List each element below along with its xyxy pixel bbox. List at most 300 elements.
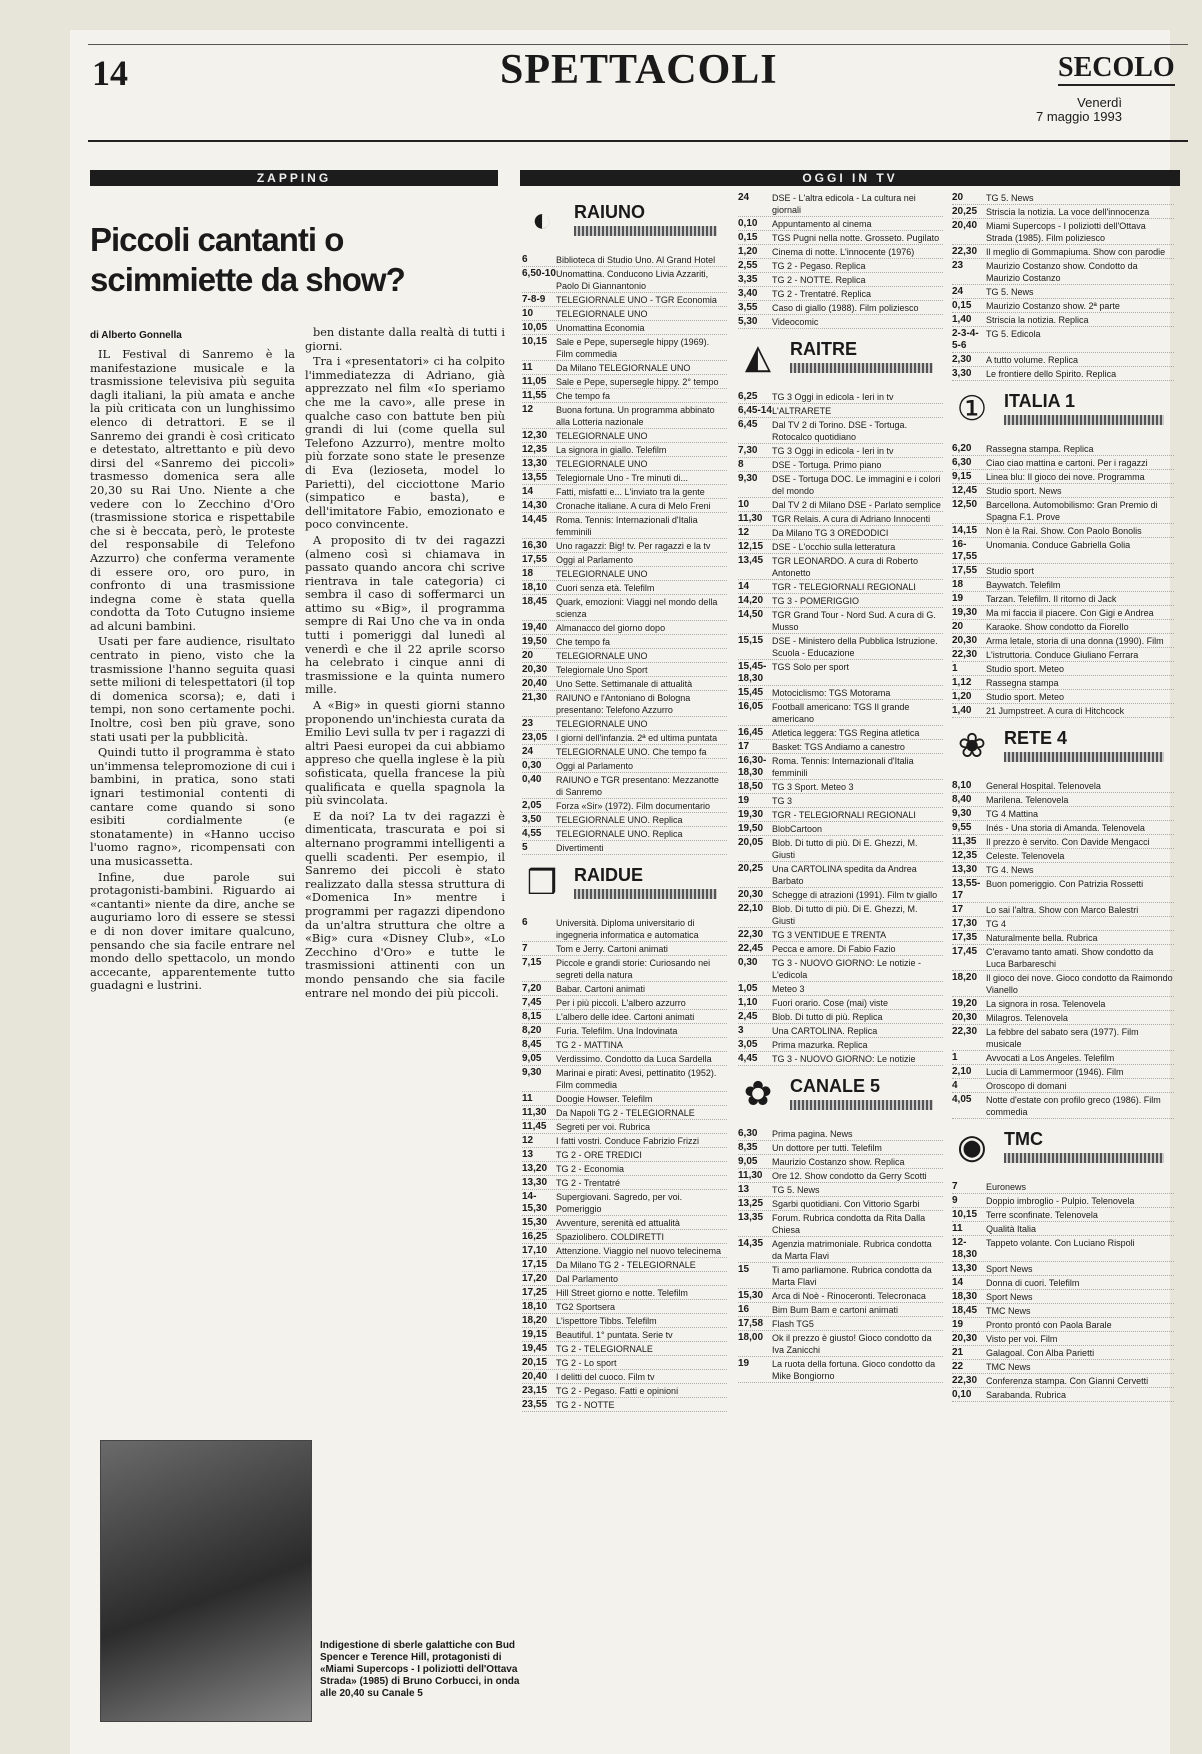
program-title: Che tempo fa	[556, 391, 611, 401]
program-title: TGR Grand Tour - Nord Sud. A cura di G. Musso	[772, 610, 936, 632]
program-time: 16,25	[522, 1231, 548, 1242]
program-title: TG 5. News	[772, 1185, 820, 1195]
program-time: 17,55	[952, 565, 978, 576]
program-title: Forza «Sir» (1972). Film documentario	[556, 801, 711, 811]
program-title: Naturalmente bella. Rubrica	[986, 933, 1098, 943]
program-entry	[952, 539, 1174, 564]
program-entry	[738, 687, 943, 700]
program-title: Pronto prontó con Paola Barale	[986, 1320, 1112, 1330]
program-time: 23	[522, 718, 534, 729]
channel-name: CANALE 5	[790, 1076, 881, 1096]
program-entry	[952, 1263, 1174, 1276]
program-time: 23	[952, 260, 964, 271]
program-time: 7	[522, 943, 528, 954]
program-title: Maurizio Costanzo show. Replica	[772, 1157, 905, 1167]
program-entry	[522, 1343, 727, 1356]
channel-stripe	[1004, 752, 1164, 762]
program-entry	[952, 1052, 1174, 1065]
program-time: 18,45	[952, 1305, 978, 1316]
program-entry	[738, 997, 943, 1010]
program-entry	[952, 1237, 1174, 1262]
program-time: 10	[522, 308, 534, 319]
program-entry	[522, 486, 727, 499]
program-title: Tappeto volante. Con Luciano Rispoli	[986, 1238, 1135, 1248]
program-entry	[522, 540, 727, 553]
program-time: 19,40	[522, 622, 548, 633]
program-title: Conferenza stampa. Con Gianni Cervetti	[986, 1376, 1149, 1386]
program-time: 14,30	[522, 500, 548, 511]
program-time: 12,45	[952, 485, 978, 496]
program-time: 16,05	[738, 701, 764, 712]
program-entry	[522, 1093, 727, 1106]
program-title: Babar. Cartoni animati	[556, 984, 646, 994]
program-entry	[522, 500, 727, 513]
program-title: TG 2 - Pegaso. Fatti e opinioni	[556, 1386, 679, 1396]
program-title: I giorni dell'infanzia. 2ª ed ultima puntata	[556, 733, 718, 743]
program-time: 12,30	[522, 430, 548, 441]
program-entry	[952, 1181, 1174, 1194]
program-time: 17,45	[952, 946, 978, 957]
channel-name: RAIUNO	[574, 202, 645, 222]
program-time: 0,10	[738, 218, 758, 229]
program-title: TG 2 - Trentatré	[556, 1178, 621, 1188]
program-time: 9,15	[952, 471, 972, 482]
program-title: Meteo 3	[772, 984, 805, 994]
program-time: 8,35	[738, 1142, 758, 1153]
program-entry	[952, 918, 1174, 931]
program-time: 20,30	[738, 889, 764, 900]
program-title: Lo sai l'altra. Show con Marco Balestri	[986, 905, 1139, 915]
program-entry	[952, 1291, 1174, 1304]
program-entry	[952, 972, 1174, 997]
program-entry	[738, 595, 943, 608]
program-title: Furia. Telefilm. Una Indovinata	[556, 1026, 678, 1036]
article-headline: Piccoli cantanti o scimmiette da show?	[90, 221, 405, 298]
program-title: Baywatch. Telefilm	[986, 580, 1061, 590]
program-title: TG 2 - ORE TREDICI	[556, 1150, 642, 1160]
program-entry	[738, 513, 943, 526]
program-title: Cuori senza età. Telefilm	[556, 583, 655, 593]
program-entry	[738, 661, 943, 686]
program-entry	[738, 1198, 943, 1211]
program-title: TG 3	[772, 796, 793, 806]
program-title: TELEGIORNALE UNO	[556, 309, 648, 319]
program-title: Studio sport. Meteo	[986, 664, 1065, 674]
program-title: TG 4 Mattina	[986, 809, 1039, 819]
program-time: 14-15,30	[522, 1191, 548, 1214]
program-title: Sale e Pepe, supersegle hippy. 2° tempo	[556, 377, 719, 387]
program-title: Non è la Rai. Show. Con Paolo Bonolis	[986, 526, 1142, 536]
program-time: 12,35	[952, 850, 978, 861]
program-title: TG 3 Oggi in edicola - Ieri in tv	[772, 446, 894, 456]
program-time: 2,55	[738, 260, 758, 271]
program-time: 18,10	[522, 582, 548, 593]
program-title: General Hospital. Telenovela	[986, 781, 1101, 791]
program-time: 20	[522, 650, 534, 661]
program-time: 11,30	[738, 513, 763, 524]
program-time: 22,30	[952, 246, 978, 257]
paragraph: Quindi tutto il programma è stato un'immensa telepromozione di cui i bambini, in pratica, sono stati ignari testimonial contenti di cantare come quando si sono esibiti cordialmente (e stonatamente) in «Hanno ucciso l'uomo ragno», ricompensati con una musicassetta.	[90, 746, 295, 868]
program-entry	[522, 1399, 727, 1412]
program-title: Forum. Rubrica condotta da Rita Dalla Chiesa	[772, 1213, 926, 1235]
program-time: 14	[738, 581, 750, 592]
program-time: 12,15	[738, 541, 764, 552]
program-entry	[522, 732, 727, 745]
program-entry	[952, 836, 1174, 849]
program-time: 14,50	[738, 609, 764, 620]
paragraph: E da noi? La tv dei ragazzi è dimenticata, trascurata e poi si alternano programmi intelligenti a quelli scadenti. Per esempio, il Sanremo dei piccoli è stato realizzato dalla stessa struttura di «Domenica In» mentre i programmi per ragazzi dipendono da un'altra struttura che oltre a «Big» cura «Disney Club», «Lo Zecchino d'Oro» e tutte le trasmissioni attinenti con un mondo pensando che sia facile entrare nel mondo dei più piccoli.	[305, 809, 505, 1000]
paragraph: Usati per fare audience, risultato centrato in pieno, visto che la trasmissione l'hanno seguita quasi sette milioni di telespettatori (il top di domenica scorsa); e, dati i tempi, non sono certamente pochi. Inoltre, così ben più grave, sono stati usati per la pubblicità.	[90, 635, 295, 744]
program-time: 12	[522, 1135, 534, 1146]
program-time: 8,40	[952, 794, 972, 805]
program-entry	[738, 1304, 943, 1317]
program-entry	[522, 1121, 727, 1134]
program-title: Che tempo fa	[556, 637, 611, 647]
paragraph: ben distante dalla realtà di tutti i giorni.	[305, 326, 505, 353]
program-title: Studio sport. News	[986, 486, 1062, 496]
program-entry	[952, 499, 1174, 524]
program-entry	[738, 957, 943, 982]
program-entry	[952, 471, 1174, 484]
program-title: Cronache italiane. A cura di Melo Freni	[556, 501, 711, 511]
program-title: TG 3 VENTIDUE E TRENTA	[772, 930, 887, 940]
program-title: DSE - L'altra edicola - La cultura nei giornali	[772, 193, 916, 215]
program-time: 16-17,55	[952, 539, 978, 562]
channel-name: RAITRE	[790, 339, 857, 359]
program-entry	[738, 1170, 943, 1183]
program-title: Divertimenti	[556, 843, 604, 853]
program-entry	[952, 1305, 1174, 1318]
program-entry	[522, 1357, 727, 1370]
program-title: Galagoal. Con Alba Parietti	[986, 1348, 1095, 1358]
program-entry	[952, 206, 1174, 219]
program-entry	[738, 1128, 943, 1141]
program-title: Tarzan. Telefilm. Il ritorno di Jack	[986, 594, 1117, 604]
program-entry	[738, 741, 943, 754]
program-title: TG 5. News	[986, 287, 1034, 297]
program-time: 12-18,30	[952, 1237, 978, 1260]
program-entry	[738, 260, 943, 273]
program-time: 11	[522, 1093, 533, 1104]
program-entry	[952, 677, 1174, 690]
program-entry	[952, 794, 1174, 807]
program-entry	[738, 316, 943, 329]
program-entry	[738, 218, 943, 231]
program-title: Verdissimo. Condotto da Luca Sardella	[556, 1054, 712, 1064]
program-title: Piccole e grandi storie: Curiosando nei segreti della natura	[556, 958, 711, 980]
program-title: Blob. Di tutto di più. Replica	[772, 1012, 883, 1022]
program-entry	[738, 701, 943, 726]
program-title: TGR - TELEGIORNALI REGIONALI	[772, 810, 916, 820]
program-entry	[522, 1301, 727, 1314]
program-entry	[952, 354, 1174, 367]
program-time: 20,15	[522, 1357, 548, 1368]
program-time: 19,20	[952, 998, 978, 1009]
canale5-logo-icon: ✿	[743, 1075, 773, 1113]
program-title: TG 4	[986, 919, 1007, 929]
program-title: DSE - L'occhio sulla letteratura	[772, 542, 896, 552]
program-time: 20,25	[738, 863, 764, 874]
program-title: Doogie Howser. Telefilm	[556, 1094, 653, 1104]
program-entry	[952, 904, 1174, 917]
raitre-logo-icon: ◭	[744, 338, 772, 376]
program-time: 19,50	[738, 823, 764, 834]
program-time: 22,30	[738, 929, 764, 940]
program-time: 11,45	[522, 1121, 547, 1132]
program-title: 21 Jumpstreet. A cura di Hitchcock	[986, 706, 1125, 716]
program-time: 22,30	[952, 1375, 978, 1386]
program-title: L'albero delle idee. Cartoni animati	[556, 1012, 695, 1022]
program-time: 5	[522, 842, 528, 853]
program-time: 13,55-17	[952, 878, 981, 901]
program-title: TG 3 - NUOVO GIORNO: Le notizie	[772, 1054, 916, 1064]
channel-stripe	[1004, 415, 1164, 425]
program-time: 0,15	[738, 232, 758, 243]
program-time: 6,30	[952, 457, 972, 468]
program-entry	[952, 780, 1174, 793]
program-entry	[952, 368, 1174, 381]
page-number: 14	[92, 53, 128, 93]
date	[1036, 96, 1122, 124]
program-entry	[522, 957, 727, 982]
program-title: I fatti vostri. Conduce Fabrizio Frizzi	[556, 1136, 700, 1146]
program-title: Il gioco dei nove. Gioco condotto da Raimondo Vianello	[986, 973, 1173, 995]
program-entry	[952, 300, 1174, 313]
program-time: 14,35	[738, 1238, 764, 1249]
program-time: 18,50	[738, 781, 764, 792]
program-entry	[738, 1011, 943, 1024]
program-time: 15,30	[522, 1217, 548, 1228]
canale5-evening-programs	[952, 192, 1174, 381]
program-title: Oggi al Parlamento	[556, 761, 634, 771]
program-title: Attenzione. Viaggio nel nuovo telecinema	[556, 1246, 721, 1256]
program-entry	[522, 622, 727, 635]
program-time: 6,45-14	[738, 405, 772, 416]
program-entry	[952, 663, 1174, 676]
program-entry	[738, 781, 943, 794]
program-time: 20,40	[522, 678, 548, 689]
rete4-logo-icon: ❀	[957, 727, 987, 765]
program-time: 13,30	[952, 864, 978, 875]
program-entry	[522, 760, 727, 773]
program-time: 18,00	[738, 1332, 764, 1343]
program-title: Uno ragazzi: Big! tv. Per ragazzi e la tv	[556, 541, 711, 551]
top-rule	[88, 44, 1188, 45]
program-time: 8,45	[522, 1039, 542, 1050]
program-title: Milagros. Telenovela	[986, 1013, 1068, 1023]
program-title: Marinai e pirati: Avesi, pettinatito (1952). Film commedia	[556, 1068, 717, 1090]
program-title: Maurizio Costanzo show. 2ª parte	[986, 301, 1120, 311]
channel-name: RETE 4	[1004, 728, 1068, 748]
program-time: 24	[952, 286, 964, 297]
paragraph: A proposito di tv dei ragazzi (almeno così si chiamava in passato quando ancora chi scrive rientrava in tale categoria) ci sembra il caso di soffermarci un attimo su «Big», il programma sempre di Rai Uno che va in onda tutti i pomeriggi dal lunedì al venerdì e che il 22 aprile scorso ha celebrato i cinque anni di trasmissione e la quinta numero mille.	[305, 533, 505, 697]
channel-canale5	[738, 1070, 943, 1122]
program-time: 14	[952, 1277, 964, 1288]
program-title: Oggi al Parlamento	[556, 555, 634, 565]
program-title: TELEGIORNALE UNO	[556, 569, 648, 579]
program-title: TELEGIORNALE UNO	[556, 651, 648, 661]
program-entry	[522, 596, 727, 621]
program-time: 15,45-18,30	[738, 661, 767, 684]
zapping-bar: ZAPPING	[90, 170, 498, 186]
program-title: TELEGIORNALE UNO. Replica	[556, 829, 683, 839]
program-title: TG 2 - TELEGIORNALE	[556, 1344, 653, 1354]
program-title: Una CARTOLINA spedita da Andrea Barbato	[772, 864, 917, 886]
program-time: 11	[522, 362, 533, 373]
program-entry	[952, 220, 1174, 245]
program-title: Maurizio Costanzo show. Condotto da Maurizio Costanzo	[986, 261, 1138, 283]
program-title: Da Milano TG 3 OREDODICI	[772, 528, 889, 538]
program-title: TG 3 Oggi in edicola - Ieri in tv	[772, 392, 894, 402]
program-entry	[738, 929, 943, 942]
program-time: 17,58	[738, 1318, 764, 1329]
program-time: 13,30	[522, 458, 548, 469]
program-entry	[952, 1333, 1174, 1346]
tmc-logo-icon: ◉	[957, 1128, 987, 1166]
program-entry	[522, 997, 727, 1010]
program-title: L'istruttoria. Conduce Giuliano Ferrara	[986, 650, 1139, 660]
program-entry	[522, 1191, 727, 1216]
program-title: Beautiful. 1° puntata. Serie tv	[556, 1330, 673, 1340]
program-title: Agenzia matrimoniale. Rubrica condotta da Marta Flavi	[772, 1239, 932, 1261]
program-time: 13,55	[522, 472, 548, 483]
program-title: Roma. Tennis: Internazionali d'Italia femminili	[772, 756, 914, 778]
program-entry	[522, 430, 727, 443]
program-title: Unomattina. Conducono Livia Azzariti, Paolo Di Giannantonio	[556, 269, 709, 291]
program-time: 2,05	[522, 800, 542, 811]
program-entry	[952, 822, 1174, 835]
program-title: Per i più piccoli. L'albero azzurro	[556, 998, 686, 1008]
program-time: 6,25	[738, 391, 758, 402]
program-title: Dal TV 2 di Torino. DSE - Tortuga. Rotocalco quotidiano	[772, 420, 908, 442]
program-time: 19,30	[952, 607, 978, 618]
program-entry	[522, 376, 727, 389]
channel-tmc	[952, 1123, 1174, 1175]
program-title: Ciao ciao mattina e cartoni. Per i ragazzi	[986, 458, 1148, 468]
tv-bar: OGGI IN TV	[520, 170, 1180, 186]
program-time: 9,30	[952, 808, 972, 819]
program-entry	[522, 943, 727, 956]
program-entry	[738, 1318, 943, 1331]
canale5-programs	[738, 1128, 943, 1383]
program-time: 3,35	[738, 274, 758, 285]
program-entry	[952, 443, 1174, 456]
program-entry	[952, 1361, 1174, 1374]
program-entry	[522, 514, 727, 539]
program-time: 11	[952, 1223, 963, 1234]
program-entry	[738, 192, 943, 217]
program-time: 3,40	[738, 288, 758, 299]
program-title: Blob. Di tutto di più. Di E. Ghezzi, M. Giusti	[772, 838, 918, 860]
program-title: Supergiovani. Sagredo, per voi. Pomeriggio	[556, 1192, 683, 1214]
program-entry	[952, 1195, 1174, 1208]
program-time: 7-8-9	[522, 294, 546, 305]
program-entry	[522, 1163, 727, 1176]
program-time: 23,55	[522, 1399, 548, 1410]
paragraph: A «Big» in questi giorni stanno proponendo un'inchiesta curata da Emilio Levi sulla tv per i ragazzi di altri Paesi europei da cui abbiamo appreso che quella inglese è la più sofisticata, quella francese la più qualificata e quella spagnola la più svincolata.	[305, 699, 505, 808]
program-time: 24	[738, 192, 750, 203]
program-title: Studio sport	[986, 566, 1035, 576]
program-time: 22,45	[738, 943, 764, 954]
program-title: Avvocati a Los Angeles. Telefilm	[986, 1053, 1115, 1063]
program-title: DSE - Ministero della Pubblica Istruzione. Scuola - Educazione	[772, 636, 938, 658]
program-time: 19	[952, 593, 964, 604]
program-title: Telegiornale Uno - Tre minuti di...	[556, 473, 689, 483]
program-time: 6,20	[952, 443, 972, 454]
program-time: 7,20	[522, 983, 542, 994]
program-entry	[738, 499, 943, 512]
program-time: 0,30	[522, 760, 542, 771]
program-entry	[522, 568, 727, 581]
program-time: 2,30	[952, 354, 972, 365]
program-time: 6,45	[738, 419, 758, 430]
program-title: La signora in giallo. Telefilm	[556, 445, 667, 455]
byline: di Alberto Gonnella	[90, 330, 182, 341]
program-title: Sgarbi quotidiani. Con Vittorio Sgarbi	[772, 1199, 920, 1209]
program-entry	[522, 1177, 727, 1190]
program-time: 7,15	[522, 957, 542, 968]
program-title: Quark, emozioni: Viaggi nel mondo della scienza	[556, 597, 718, 619]
raidue-programs	[522, 917, 727, 1412]
program-entry	[952, 1209, 1174, 1222]
program-entry	[522, 636, 727, 649]
program-title: Visto per voi. Film	[986, 1334, 1058, 1344]
program-entry	[738, 527, 943, 540]
program-time: 19,15	[522, 1329, 548, 1340]
program-time: 8,20	[522, 1025, 542, 1036]
channel-stripe	[574, 226, 717, 236]
program-time: 6,50-10	[522, 268, 556, 279]
program-time: 2-3-4-5-6	[952, 328, 979, 351]
program-entry	[522, 1011, 727, 1024]
program-entry	[952, 192, 1174, 205]
program-title: Avventure, serenità ed attualità	[556, 1218, 680, 1228]
program-time: 21,30	[522, 692, 548, 703]
italia1-logo-icon: ①	[956, 390, 988, 428]
program-entry	[522, 1245, 727, 1258]
program-entry	[522, 1149, 727, 1162]
program-entry	[738, 943, 943, 956]
program-title: Marilena. Telenovela	[986, 795, 1069, 805]
program-entry	[738, 795, 943, 808]
program-title: Dal Parlamento	[556, 1274, 619, 1284]
program-entry	[738, 1238, 943, 1263]
program-entry	[738, 232, 943, 245]
program-title: Notte d'estate con profilo greco (1986). Film commedia	[986, 1095, 1161, 1117]
program-time: 9,05	[522, 1053, 542, 1064]
program-time: 15	[738, 1264, 750, 1275]
program-time: 1,40	[952, 705, 972, 716]
photo-caption: Indigestione di sberle galattiche con Bud Spencer e Terence Hill, protagonisti di «Miami Supercops - I poliziotti dell'Ottava Strada» (1985) di Bruno Corbucci, in onda alle 20,40 su Canale 5	[320, 1640, 520, 1699]
program-time: 1,05	[738, 983, 758, 994]
program-title: TG 5. Edicola	[986, 329, 1041, 339]
program-title: Bim Bum Bam e cartoni animati	[772, 1305, 899, 1315]
program-entry	[522, 800, 727, 813]
program-time: 22,10	[738, 903, 764, 914]
raidue-logo-icon: ❒	[526, 864, 558, 902]
program-time: 9,55	[952, 822, 972, 833]
tv-column-1	[522, 192, 727, 1752]
program-entry	[738, 541, 943, 554]
program-title: RAIUNO e l'Antoniano di Bologna presentano: Telefono Azzurro	[556, 693, 691, 715]
program-time: 0,40	[522, 774, 542, 785]
program-time: 0,30	[738, 957, 758, 968]
program-title: Cinema di notte. L'innocente (1976)	[772, 247, 915, 257]
program-title: Il meglio di Gommapiuma. Show con parodie	[986, 247, 1166, 257]
program-time: 17,20	[522, 1273, 548, 1284]
program-time: 18,10	[522, 1301, 548, 1312]
program-title: TELEGIORNALE UNO	[556, 719, 648, 729]
